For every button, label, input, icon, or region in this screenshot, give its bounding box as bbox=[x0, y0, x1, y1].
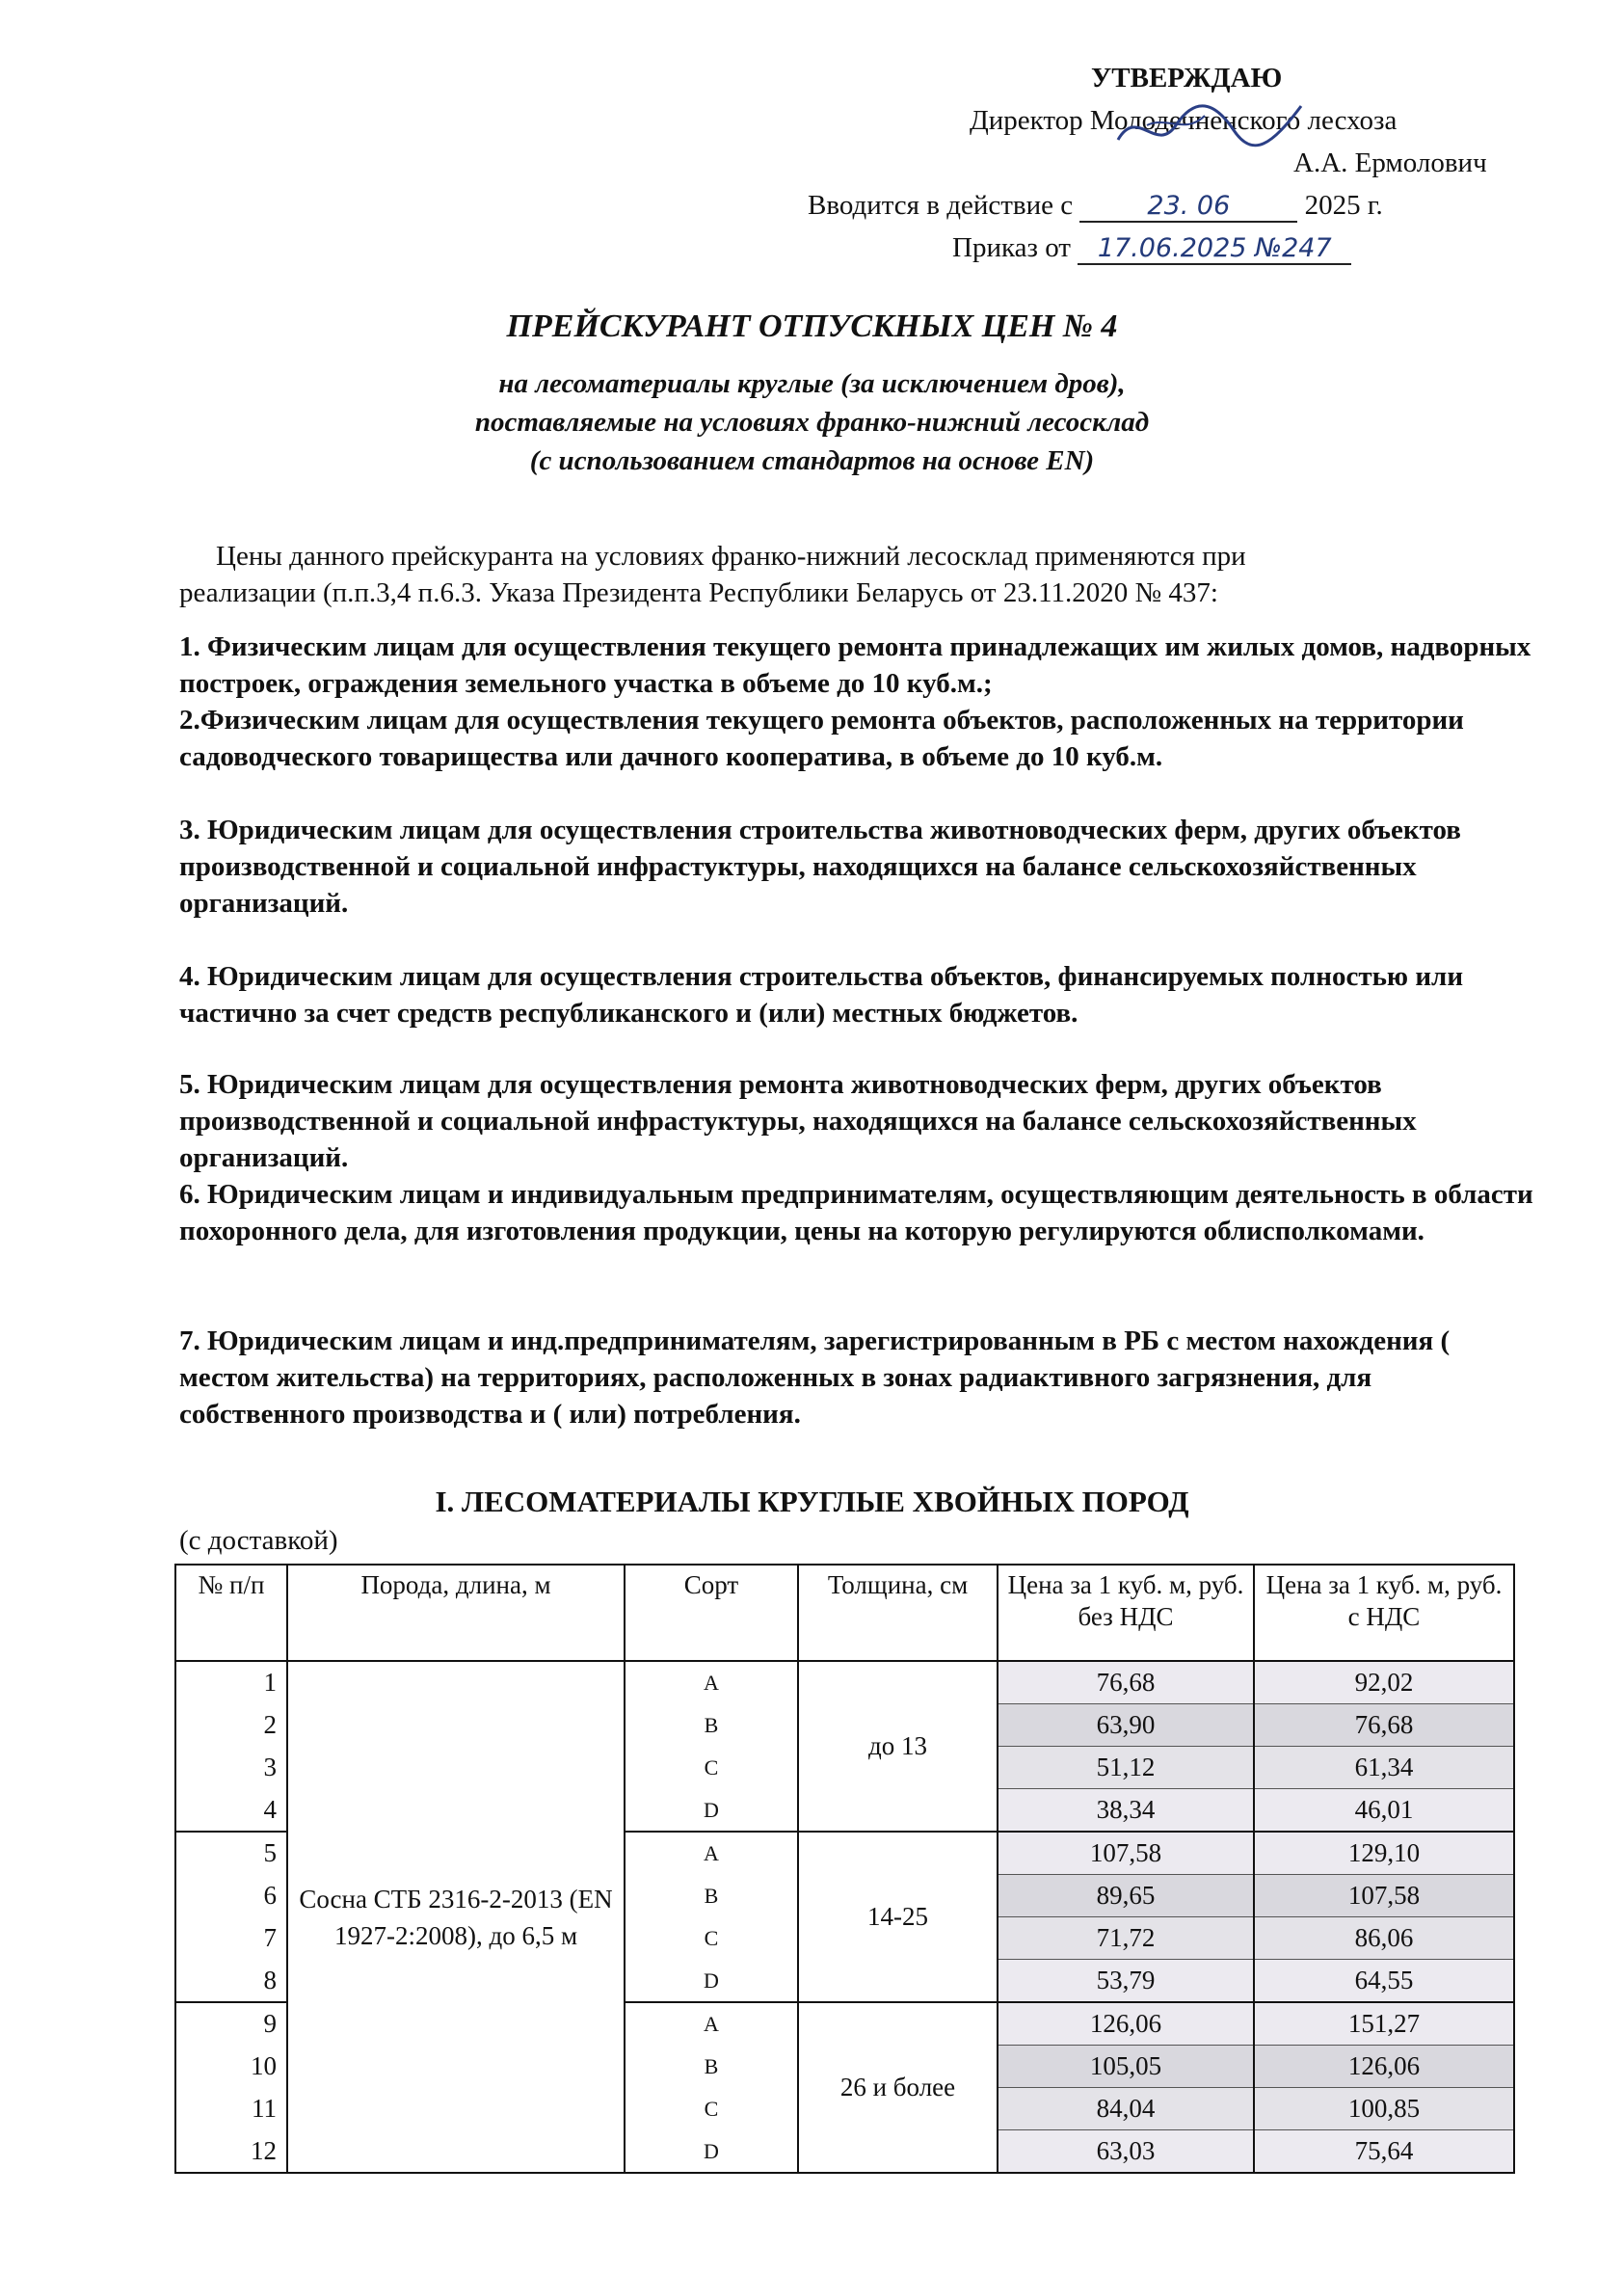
table-header-row bbox=[175, 1565, 1514, 1661]
grade-cell: A bbox=[625, 1661, 798, 1704]
price-no-vat-cell: 53,79 bbox=[998, 1960, 1254, 2003]
price-no-vat-cell: 63,03 bbox=[998, 2130, 1254, 2174]
price-vat-cell: 129,10 bbox=[1254, 1832, 1514, 1875]
row-number: 9 bbox=[175, 2002, 287, 2046]
grade-cell: A bbox=[625, 2002, 798, 2046]
list-item-5: 5. Юридическим лицам для осуществления ремонта животноводческих ферм, других объектов производственной и социальной инфрастуктуры, находящихся на балансе сельскохозяйственных организаций. bbox=[179, 1069, 1417, 1173]
document-subtitle-3: (с использованием стандартов на основе EN) bbox=[529, 445, 1095, 476]
intro-line-1: Цены данного прейскуранта на условиях франко-нижний лесосклад применяются при bbox=[216, 541, 1246, 572]
list-item-7: 7. Юридическим лицам и инд.предпринимателям, зарегистрированным в РБ с местом нахождения ( местом жительства) на территориях, расположенных в зонах радиактивного загрязнения, для собственного производства и ( или) потребления. bbox=[179, 1325, 1451, 1430]
price-vat-cell: 92,02 bbox=[1254, 1661, 1514, 1704]
list-item-1: 1. Физическим лицам для осуществления текущего ремонта принадлежащих им жилых домов, надворных построек, ограждения земельного участка в объеме до 10 куб.м.; bbox=[179, 631, 1531, 699]
list-item-6: 6. Юридическим лицам и индивидуальным предпринимателям, осуществляющим деятельность в области похоронного дела, для изготовления продукции, цены на которую регулируются облисполкомами. bbox=[179, 1179, 1533, 1246]
price-no-vat-cell: 71,72 bbox=[998, 1917, 1254, 1960]
document-title: ПРЕЙСКУРАНТ ОТПУСКНЫХ ЦЕН № 4 bbox=[506, 308, 1118, 344]
price-vat-cell: 126,06 bbox=[1254, 2046, 1514, 2088]
approval-title: УТВЕРЖДАЮ bbox=[1091, 63, 1283, 94]
thickness-cell: 14-25 bbox=[798, 1832, 998, 2002]
document-subtitle-2: поставляемые на условиях франко-нижний лесосклад bbox=[474, 407, 1150, 438]
order-line bbox=[952, 229, 1351, 267]
price-vat-cell: 100,85 bbox=[1254, 2088, 1514, 2130]
items-block-1 bbox=[179, 629, 1533, 775]
price-vat-cell: 151,27 bbox=[1254, 2002, 1514, 2046]
price-no-vat-cell: 107,58 bbox=[998, 1832, 1254, 1875]
header-price-vat: Цена за 1 куб. м, руб. с НДС bbox=[1254, 1565, 1514, 1661]
grade-cell: B bbox=[625, 1704, 798, 1747]
price-table bbox=[174, 1564, 1515, 2174]
items-block-4 bbox=[179, 958, 1533, 1031]
effective-date-line bbox=[808, 187, 1383, 225]
header-species: Порода, длина, м bbox=[287, 1565, 625, 1661]
items-block-7 bbox=[179, 1323, 1533, 1432]
grade-cell: C bbox=[625, 1747, 798, 1789]
row-number: 10 bbox=[175, 2046, 287, 2088]
list-item-3: 3. Юридическим лицам для осуществления строительства животноводческих ферм, других объектов производственной и социальной инфрастуктуры, находящихся на балансе сельскохозяйственных организаций. bbox=[179, 815, 1461, 919]
row-number: 1 bbox=[175, 1661, 287, 1704]
order-prefix: Приказ от bbox=[952, 232, 1071, 263]
section-note: (с доставкой) bbox=[179, 1525, 338, 1556]
header-num: № п/п bbox=[175, 1565, 287, 1661]
document-subtitle-1: на лесоматериалы круглые (за исключением дров), bbox=[498, 368, 1126, 399]
grade-cell: C bbox=[625, 2088, 798, 2130]
price-no-vat-cell: 63,90 bbox=[998, 1704, 1254, 1747]
signature-mark bbox=[1108, 87, 1311, 164]
list-item-4: 4. Юридическим лицам для осуществления строительства объектов, финансируемых полностью или частично за счет средств республиканского и (или) местных бюджетов. bbox=[179, 961, 1464, 1029]
items-block-5 bbox=[179, 1066, 1533, 1249]
header-price-no-vat: Цена за 1 куб. м, руб. без НДС bbox=[998, 1565, 1254, 1661]
list-item-2: 2.Физическим лицам для осуществления текущего ремонта объектов, расположенных на территории садоводческого товарищества или дачного кооператива, в объеме до 10 куб.м. bbox=[179, 705, 1464, 772]
effective-suffix: 2025 г. bbox=[1304, 190, 1383, 221]
row-number: 6 bbox=[175, 1875, 287, 1917]
row-number: 11 bbox=[175, 2088, 287, 2130]
row-number: 3 bbox=[175, 1747, 287, 1789]
grade-cell: A bbox=[625, 1832, 798, 1875]
price-vat-cell: 46,01 bbox=[1254, 1789, 1514, 1833]
species-cell: Сосна СТБ 2316-2-2013 (EN 1927-2:2008), до 6,5 м bbox=[287, 1661, 625, 2173]
row-number: 4 bbox=[175, 1789, 287, 1833]
price-vat-cell: 76,68 bbox=[1254, 1704, 1514, 1747]
price-vat-cell: 107,58 bbox=[1254, 1875, 1514, 1917]
thickness-cell: 26 и более bbox=[798, 2002, 998, 2173]
price-no-vat-cell: 126,06 bbox=[998, 2002, 1254, 2046]
grade-cell: D bbox=[625, 1960, 798, 2003]
grade-cell: D bbox=[625, 1789, 798, 1833]
approval-director: Директор Молодечненского лесхоза bbox=[970, 105, 1398, 136]
price-vat-cell: 61,34 bbox=[1254, 1747, 1514, 1789]
row-number: 8 bbox=[175, 1960, 287, 2003]
thickness-cell: до 13 bbox=[798, 1661, 998, 1832]
effective-date-handwritten: 23. 06 bbox=[1079, 192, 1297, 223]
items-block-3 bbox=[179, 812, 1533, 922]
header-thickness: Толщина, см bbox=[798, 1565, 998, 1661]
header-grade: Сорт bbox=[625, 1565, 798, 1661]
intro-line-2: реализации (п.п.3,4 п.6.3. Указа Президента Республики Беларусь от 23.11.2020 № 437: bbox=[179, 577, 1218, 608]
price-vat-cell: 75,64 bbox=[1254, 2130, 1514, 2174]
row-number: 2 bbox=[175, 1704, 287, 1747]
order-handwritten: 17.06.2025 №247 bbox=[1078, 234, 1351, 265]
price-vat-cell: 86,06 bbox=[1254, 1917, 1514, 1960]
row-number: 5 bbox=[175, 1832, 287, 1875]
price-no-vat-cell: 89,65 bbox=[998, 1875, 1254, 1917]
price-no-vat-cell: 76,68 bbox=[998, 1661, 1254, 1704]
row-number: 12 bbox=[175, 2130, 287, 2174]
row-number: 7 bbox=[175, 1917, 287, 1960]
table-row bbox=[175, 1661, 1514, 1704]
price-vat-cell: 64,55 bbox=[1254, 1960, 1514, 2003]
grade-cell: B bbox=[625, 2046, 798, 2088]
grade-cell: C bbox=[625, 1917, 798, 1960]
intro-paragraph bbox=[179, 538, 1529, 611]
section-title: I. ЛЕСОМАТЕРИАЛЫ КРУГЛЫЕ ХВОЙНЫХ ПОРОД bbox=[435, 1485, 1189, 1518]
grade-cell: B bbox=[625, 1875, 798, 1917]
grade-cell: D bbox=[625, 2130, 798, 2174]
effective-prefix: Вводится в действие с bbox=[808, 190, 1074, 221]
price-no-vat-cell: 38,34 bbox=[998, 1789, 1254, 1833]
price-no-vat-cell: 51,12 bbox=[998, 1747, 1254, 1789]
price-no-vat-cell: 105,05 bbox=[998, 2046, 1254, 2088]
price-no-vat-cell: 84,04 bbox=[998, 2088, 1254, 2130]
approval-name: А.А. Ермолович bbox=[1293, 147, 1487, 178]
